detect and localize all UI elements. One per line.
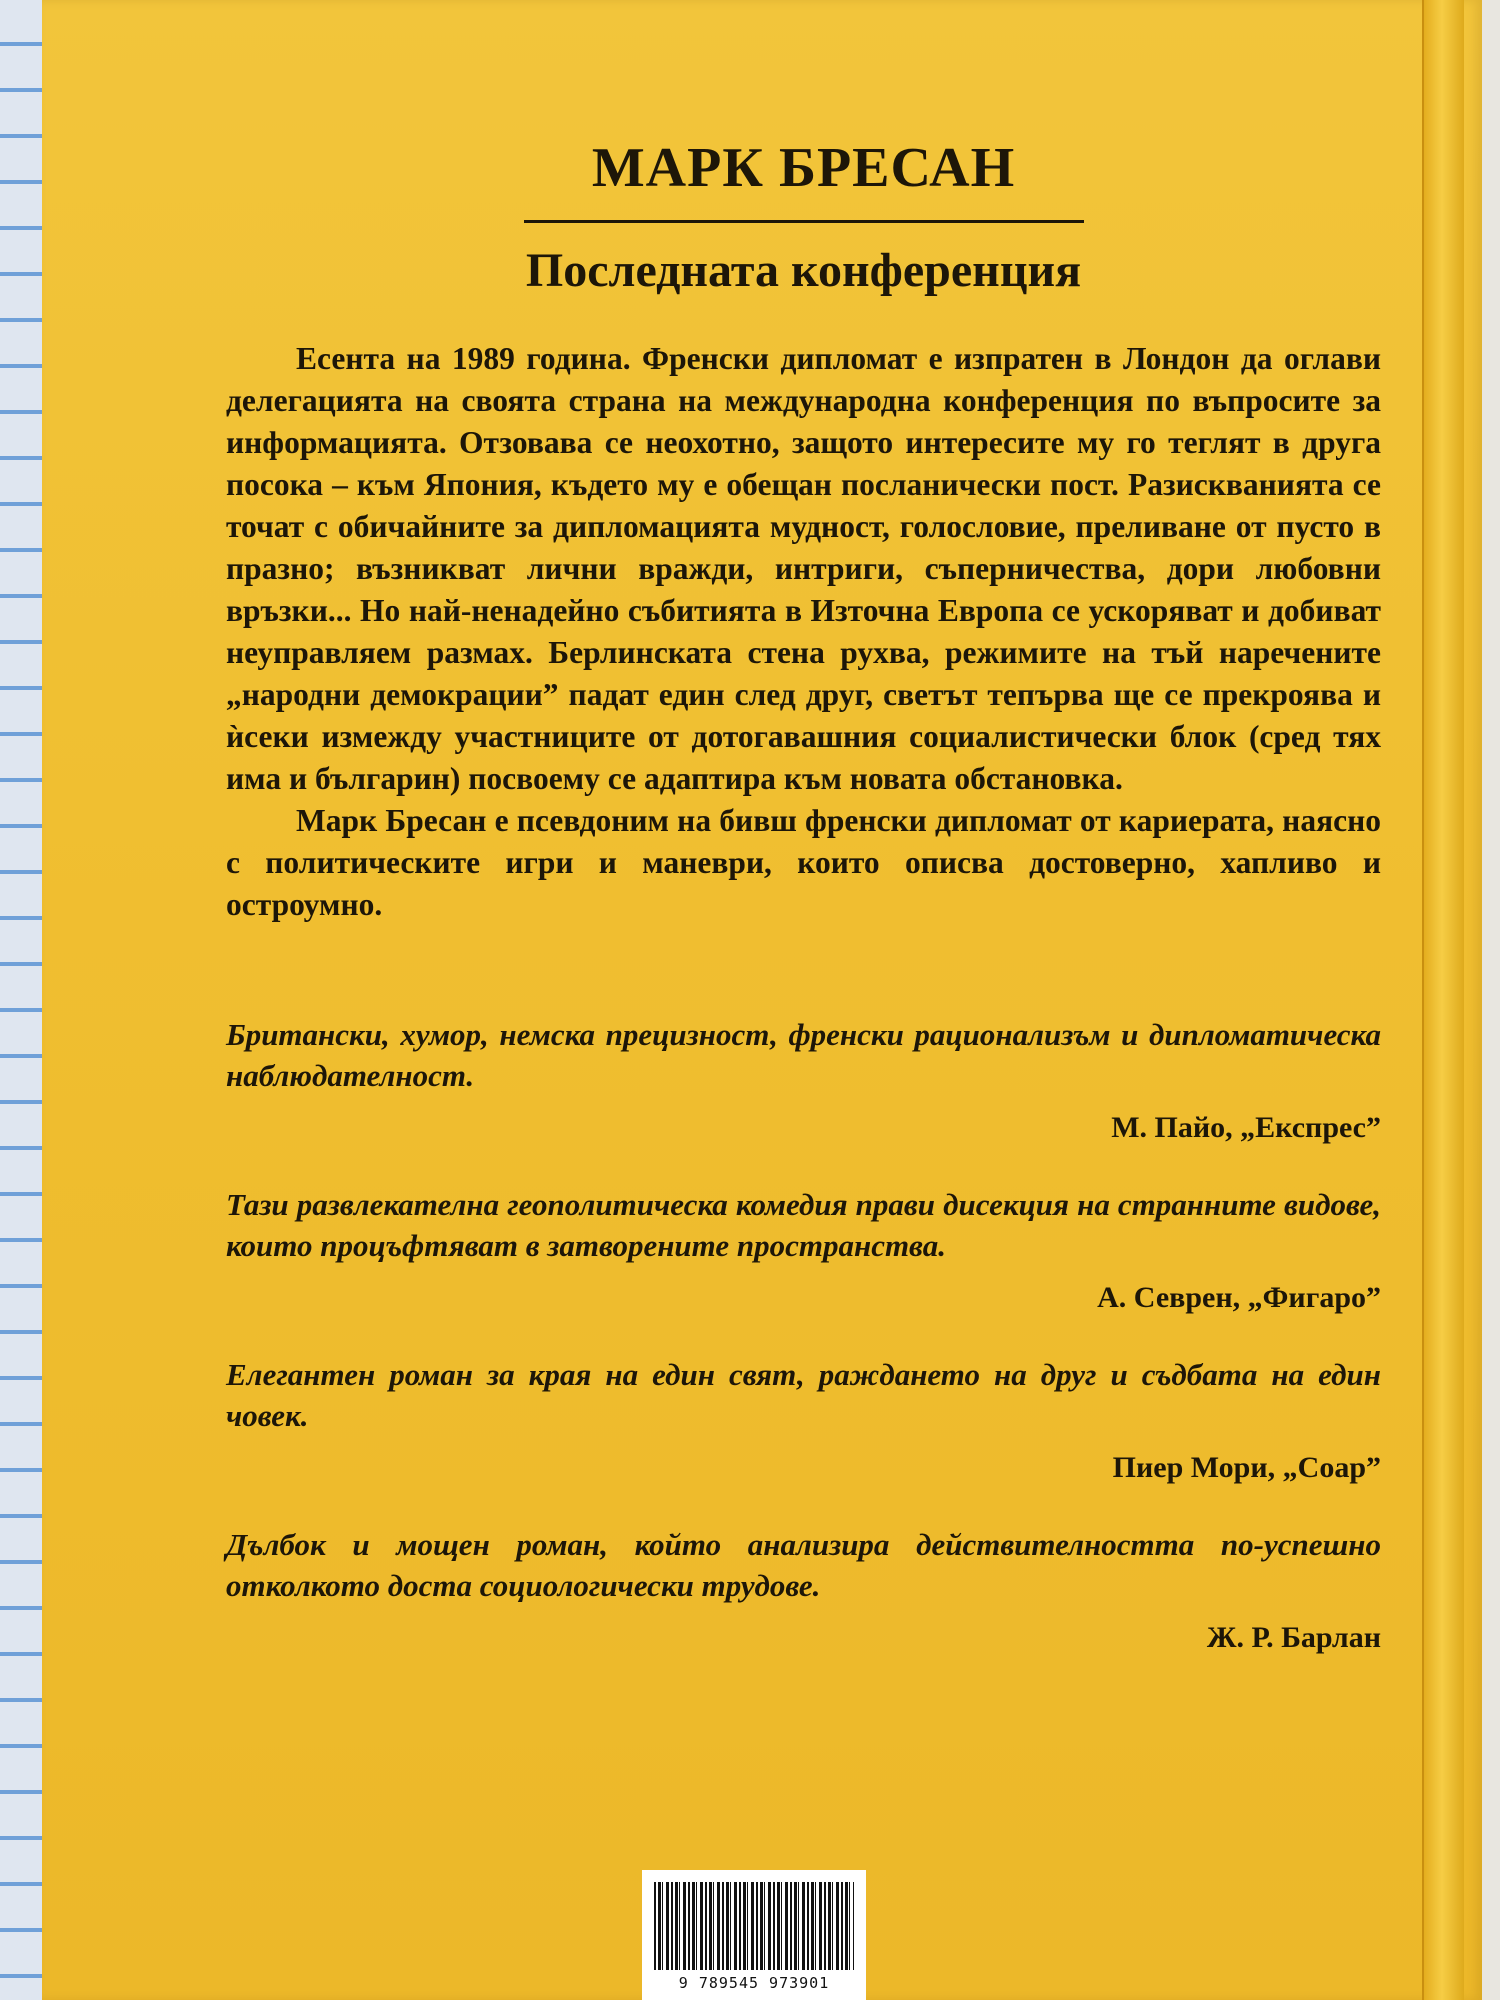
author-name: МАРК БРЕСАН bbox=[591, 137, 1016, 199]
quote-source: М. Пайо, „Експрес” bbox=[1111, 1111, 1381, 1144]
book-title: Последната конференция bbox=[525, 244, 1082, 297]
barcode-number: 9 789545 973901 bbox=[678, 1974, 830, 1992]
review-quote bbox=[226, 1524, 1381, 1658]
review-quote bbox=[226, 1014, 1381, 1148]
description-paragraph: Есента на 1989 година. Френски дипломат е изпратен в Лондон да оглави делегацията на своята страна на международна конференция по въпросите за информацията. Отзовава се неохотно, защото интересите му го теглят в друга посока – към Япония, където му е обещан посланически пост. Разискванията се точат с обичайните за дипломацията мудност, голословие, преливане от пусто в празно; възникват лични вражди, интриги, съперничества, дори любовни връзки... Но най-ненадейно събитията в Източна Европа се ускоряват и добиват неуправляем размах. Берлинската стена рухва, режимите на тъй наречените „народни демокрации” падат един след друг, светът тепърва ще се прекроява и ѝсеки измежду участниците от дотогавашния социалистически блок (сред тях има и българин) посвоему се адаптира към новата обстановка. bbox=[226, 341, 1381, 796]
quote-source: Ж. Р. Барлан bbox=[1206, 1621, 1381, 1654]
paper-edge bbox=[1482, 0, 1500, 2000]
quote-text: Тази развлекателна геополитическа комедия прави дисекция на странните видове, които процъфтяват в затворените пространства. bbox=[226, 1187, 1381, 1263]
description-paragraph: Марк Бресан е псевдоним на бивш френски дипломат от кариерата, наясно с политическите игри и маневри, които описва достоверно, хапливо и остроумно. bbox=[226, 803, 1381, 922]
review-quote bbox=[226, 1184, 1381, 1318]
barcode-bars bbox=[654, 1882, 854, 1970]
book-spine bbox=[1422, 0, 1464, 2000]
barcode bbox=[642, 1870, 866, 2000]
review-quote bbox=[226, 1354, 1381, 1488]
quote-text: Елегантен роман за края на един свят, раждането на друг и съдбата на един човек. bbox=[226, 1357, 1381, 1433]
quote-text: Дълбок и мощен роман, който анализира действителността по-успешно отколкото доста социологически трудове. bbox=[226, 1527, 1381, 1603]
cover-text-block bbox=[226, 137, 1381, 1694]
quote-source: Пиер Мори, „Соар” bbox=[1112, 1451, 1381, 1484]
quote-source: А. Севрен, „Фигаро” bbox=[1097, 1281, 1381, 1314]
title-divider bbox=[524, 220, 1084, 223]
book-description bbox=[226, 338, 1381, 926]
review-quotes bbox=[226, 1014, 1381, 1658]
quote-text: Британски, хумор, немска прецизност, френски рационализъм и дипломатическа наблюдателност. bbox=[226, 1017, 1381, 1093]
